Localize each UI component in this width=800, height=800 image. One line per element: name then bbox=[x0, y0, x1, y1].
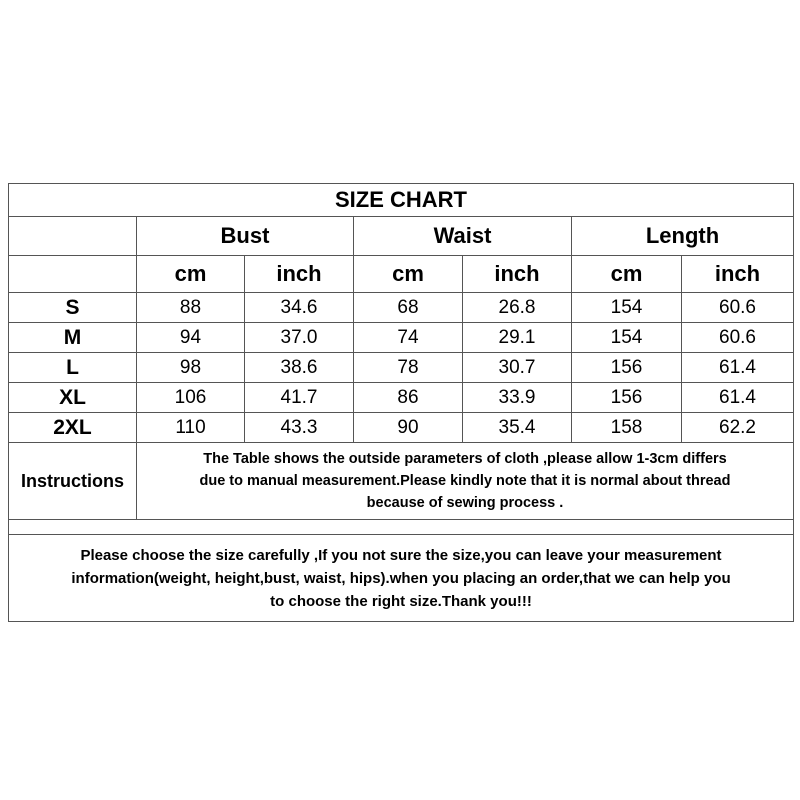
size-note bbox=[9, 535, 794, 622]
size-label: XL bbox=[9, 383, 137, 413]
table-row bbox=[9, 323, 794, 353]
size-chart-table bbox=[8, 183, 794, 622]
unit-header: inch bbox=[682, 256, 794, 293]
instructions-text bbox=[137, 443, 794, 520]
table-cell: 35.4 bbox=[463, 413, 572, 443]
spacer-cell bbox=[9, 520, 794, 535]
table-row bbox=[9, 383, 794, 413]
table-cell: 34.6 bbox=[245, 293, 354, 323]
note-line: Please choose the size carefully ,If you not sure the size,you can leave your measurement bbox=[80, 546, 722, 564]
table-cell: 29.1 bbox=[463, 323, 572, 353]
group-header-row bbox=[9, 217, 794, 256]
note-line: information(weight, height,bust, waist, hips).when you placing an order,that we can help you bbox=[71, 569, 731, 587]
unit-header: inch bbox=[463, 256, 572, 293]
size-label: 2XL bbox=[9, 413, 137, 443]
instructions-label: Instructions bbox=[9, 443, 137, 520]
table-cell: 37.0 bbox=[245, 323, 354, 353]
table-row bbox=[9, 353, 794, 383]
size-label: L bbox=[9, 353, 137, 383]
table-row bbox=[9, 293, 794, 323]
chart-title: SIZE CHART bbox=[9, 184, 794, 217]
unit-header: cm bbox=[354, 256, 463, 293]
table-cell: 30.7 bbox=[463, 353, 572, 383]
table-cell: 61.4 bbox=[682, 383, 794, 413]
table-cell: 86 bbox=[354, 383, 463, 413]
table-cell: 110 bbox=[137, 413, 245, 443]
group-header-length: Length bbox=[572, 217, 794, 256]
table-cell: 98 bbox=[137, 353, 245, 383]
table-cell: 68 bbox=[354, 293, 463, 323]
table-cell: 106 bbox=[137, 383, 245, 413]
table-cell: 41.7 bbox=[245, 383, 354, 413]
size-label: M bbox=[9, 323, 137, 353]
instructions-line: The Table shows the outside parameters of cloth ,please allow 1-3cm differs bbox=[203, 451, 727, 467]
table-cell: 74 bbox=[354, 323, 463, 353]
table-cell: 62.2 bbox=[682, 413, 794, 443]
table-cell: 43.3 bbox=[245, 413, 354, 443]
unit-header-row bbox=[9, 256, 794, 293]
table-row bbox=[9, 413, 794, 443]
table-cell: 156 bbox=[572, 383, 682, 413]
unit-header: cm bbox=[137, 256, 245, 293]
table-cell: 33.9 bbox=[463, 383, 572, 413]
table-cell: 60.6 bbox=[682, 323, 794, 353]
table-cell: 156 bbox=[572, 353, 682, 383]
spacer-row bbox=[9, 520, 794, 535]
corner-cell bbox=[9, 217, 137, 256]
table-cell: 158 bbox=[572, 413, 682, 443]
instructions-line: because of sewing process . bbox=[366, 495, 564, 511]
table-cell: 78 bbox=[354, 353, 463, 383]
note-row bbox=[9, 535, 794, 622]
group-header-waist: Waist bbox=[354, 217, 572, 256]
table-cell: 38.6 bbox=[245, 353, 354, 383]
table-cell: 90 bbox=[354, 413, 463, 443]
corner-cell bbox=[9, 256, 137, 293]
unit-header: inch bbox=[245, 256, 354, 293]
table-cell: 154 bbox=[572, 293, 682, 323]
table-cell: 154 bbox=[572, 323, 682, 353]
size-label: S bbox=[9, 293, 137, 323]
table-cell: 26.8 bbox=[463, 293, 572, 323]
title-row bbox=[9, 184, 794, 217]
table-cell: 88 bbox=[137, 293, 245, 323]
table-cell: 60.6 bbox=[682, 293, 794, 323]
unit-header: cm bbox=[572, 256, 682, 293]
group-header-bust: Bust bbox=[137, 217, 354, 256]
instructions-line: due to manual measurement.Please kindly note that it is normal about thread bbox=[199, 473, 731, 489]
note-line: to choose the right size.Thank you!!! bbox=[270, 592, 532, 610]
table-cell: 94 bbox=[137, 323, 245, 353]
table-cell: 61.4 bbox=[682, 353, 794, 383]
instructions-row bbox=[9, 443, 794, 520]
